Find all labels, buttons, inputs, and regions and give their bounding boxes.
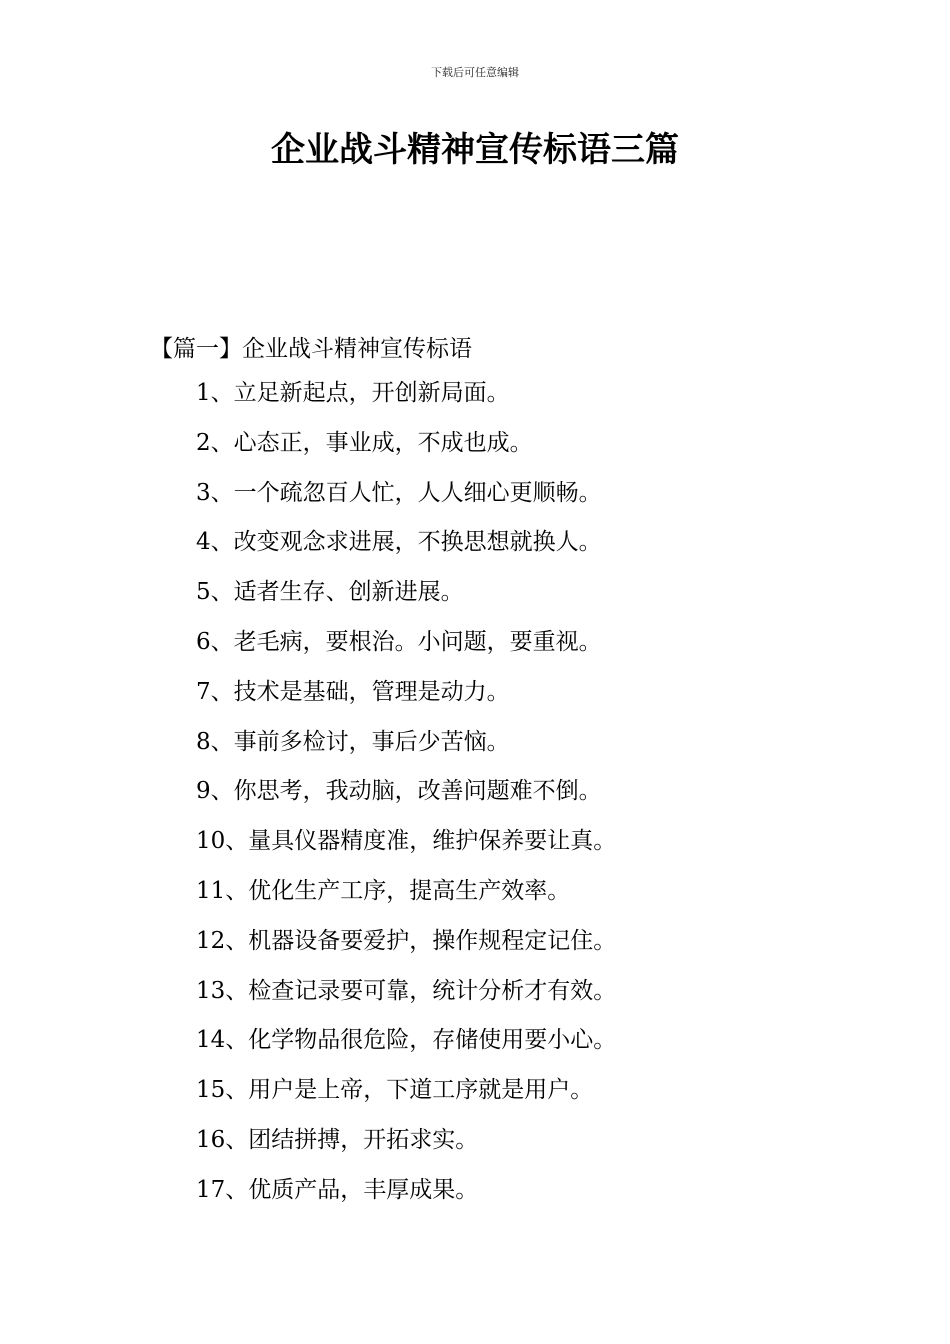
- slogan-item: 3、一个疏忽百人忙，人人细心更顺畅。: [196, 479, 602, 506]
- slogan-item: 1、立足新起点，开创新局面。: [196, 380, 510, 406]
- slogan-item: 11、优化生产工序，提高生产效率。: [196, 877, 571, 904]
- slogan-item: 4、改变观念求进展，不换思想就换人。: [196, 529, 602, 556]
- slogan-item: 2、心态正，事业成，不成也成。: [196, 429, 533, 456]
- slogan-item: 6、老毛病，要根治。小问题，要重视。: [196, 628, 602, 655]
- slogan-item: 8、事前多检讨，事后少苦恼。: [196, 728, 510, 755]
- slogan-item: 7、技术是基础，管理是动力。: [196, 678, 510, 705]
- document-title: 企业战斗精神宣传标语三篇: [271, 130, 679, 170]
- slogan-list: [150, 369, 850, 1216]
- section-heading: 【篇一】企业战斗精神宣传标语: [150, 336, 472, 362]
- section-one: [150, 329, 850, 1216]
- slogan-item: 13、检查记录要可靠，统计分析才有效。: [196, 977, 617, 1004]
- slogan-item: 14、化学物品很危险，存储使用要小心。: [196, 1027, 617, 1054]
- slogan-item: 9、你思考，我动脑，改善问题难不倒。: [196, 778, 602, 805]
- slogan-item: 17、优质产品，丰厚成果。: [196, 1176, 479, 1203]
- slogan-item: 16、团结拼搏，开拓求实。: [196, 1126, 479, 1153]
- slogan-item: 15、用户是上帝，下道工序就是用户。: [196, 1077, 594, 1104]
- slogan-item: 5、适者生存、创新进展。: [196, 579, 464, 606]
- slogan-item: 12、机器设备要爱护，操作规程定记住。: [196, 927, 617, 954]
- slogan-item: 10、量具仪器精度准，维护保养要让真。: [196, 828, 617, 855]
- page-header-note: 下载后可任意编辑: [431, 66, 519, 79]
